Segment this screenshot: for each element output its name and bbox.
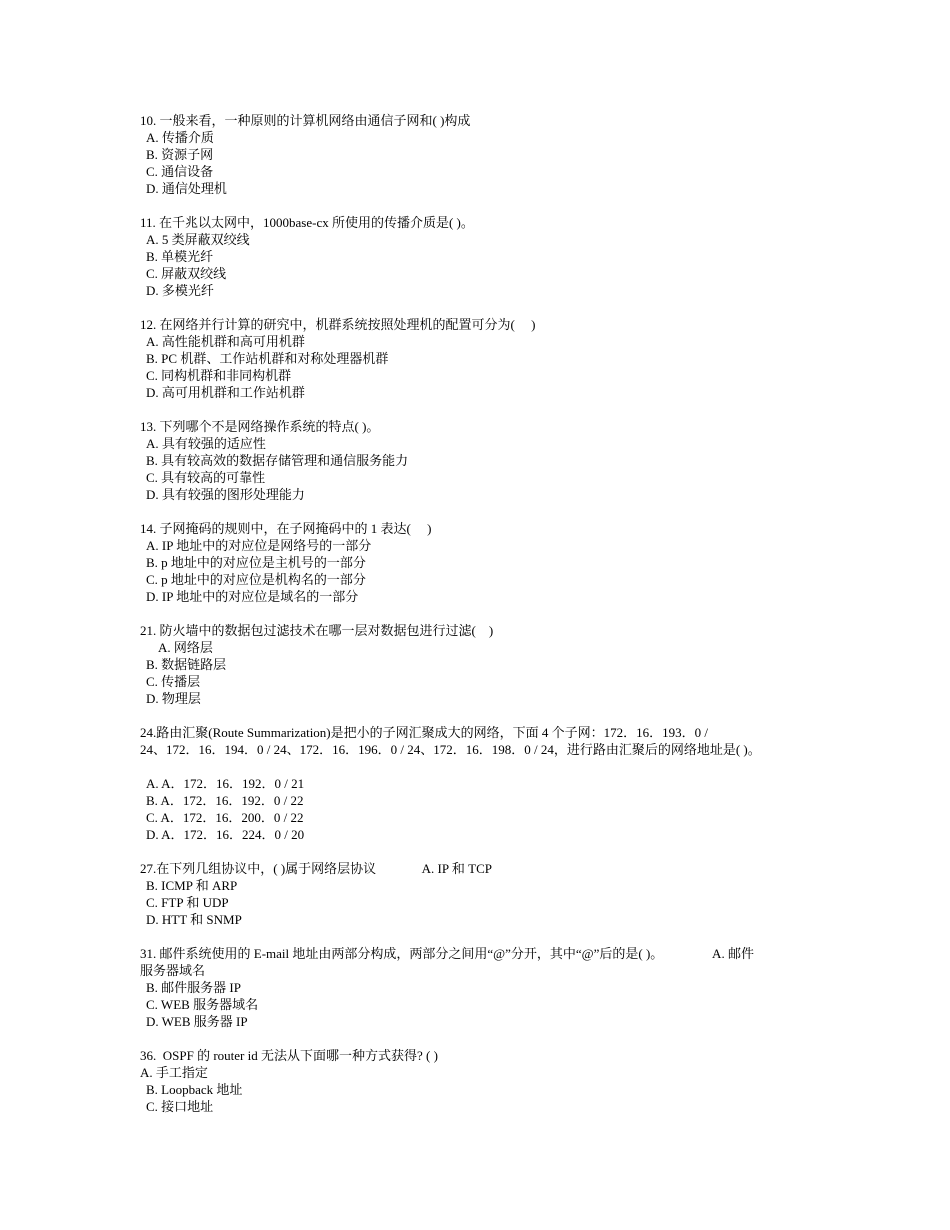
option-b: B. PC 机群、工作站机群和对称处理器机群 bbox=[146, 351, 389, 366]
question-11 bbox=[140, 214, 820, 299]
question-13 bbox=[140, 418, 820, 503]
question-27 bbox=[140, 860, 820, 928]
option-b: B. p 地址中的对应位是主机号的一部分 bbox=[146, 555, 366, 570]
question-stem: 12. 在网络并行计算的研究中，机群系统按照处理机的配置可分为( ) bbox=[140, 317, 536, 332]
option-c: C. A．172．16．200．0 / 22 bbox=[146, 810, 304, 825]
option-c: C. 通信设备 bbox=[146, 164, 214, 179]
option-a: A. 具有较强的适应性 bbox=[146, 436, 266, 451]
question-stem: 27.在下列几组协议中，( )属于网络层协议 A. IP 和 TCP bbox=[140, 861, 492, 876]
option-c: C. WEB 服务器域名 bbox=[146, 997, 259, 1012]
option-b: B. 单模光纤 bbox=[146, 249, 214, 264]
option-b: B. Loopback 地址 bbox=[146, 1082, 243, 1097]
question-21 bbox=[140, 622, 820, 707]
option-a: A. A．172．16．192．0 / 21 bbox=[146, 776, 305, 791]
option-b: B. ICMP 和 ARP bbox=[146, 878, 238, 893]
question-24 bbox=[140, 724, 820, 843]
question-stem-line-1: 24.路由汇聚(Route Summarization)是把小的子网汇聚成大的网络，下面 4 个子网：172．16．193．0 / bbox=[140, 725, 709, 740]
option-a: A. 网络层 bbox=[158, 640, 213, 655]
question-stem: 14. 子网掩码的规则中，在子网掩码中的 1 表达( ) bbox=[140, 521, 432, 536]
option-d: D. IP 地址中的对应位是域名的一部分 bbox=[146, 589, 359, 604]
option-c: C. 具有较高的可靠性 bbox=[146, 470, 266, 485]
question-12 bbox=[140, 316, 820, 401]
option-d: D. WEB 服务器 IP bbox=[146, 1014, 248, 1029]
question-stem-line-1: 31. 邮件系统使用的 E-mail 地址由两部分构成，两部分之间用“@”分开，其中“@”后的是( )。 A. 邮件 bbox=[140, 946, 754, 961]
document-page bbox=[140, 112, 820, 1132]
option-c: C. 接口地址 bbox=[146, 1099, 214, 1114]
question-31 bbox=[140, 945, 820, 1030]
option-b: B. 数据链路层 bbox=[146, 657, 227, 672]
option-a: A. IP 地址中的对应位是网络号的一部分 bbox=[146, 538, 372, 553]
option-c: C. p 地址中的对应位是机构名的一部分 bbox=[146, 572, 366, 587]
option-a: A. 手工指定 bbox=[140, 1065, 208, 1080]
question-10 bbox=[140, 112, 820, 197]
option-d: D. 具有较强的图形处理能力 bbox=[146, 487, 305, 502]
option-a: A. 高性能机群和高可用机群 bbox=[146, 334, 305, 349]
option-d: D. HTT 和 SNMP bbox=[146, 912, 242, 927]
question-36 bbox=[140, 1047, 820, 1115]
question-stem: 36. OSPF 的 router id 无法从下面哪一种方式获得? ( ) bbox=[140, 1048, 438, 1063]
question-stem: 13. 下列哪个不是网络操作系统的特点( )。 bbox=[140, 419, 380, 434]
option-d: D. 多模光纤 bbox=[146, 283, 214, 298]
question-stem-line-2: 24、172．16．194．0 / 24、172．16．196．0 / 24、172．16．198．0 / 24，进行路由汇聚后的网络地址是( )。 bbox=[140, 742, 761, 757]
option-b: B. 邮件服务器 IP bbox=[146, 980, 241, 995]
option-c: C. FTP 和 UDP bbox=[146, 895, 229, 910]
option-a: A. 5 类屏蔽双绞线 bbox=[146, 232, 250, 247]
blank-line bbox=[140, 758, 820, 775]
option-d: D. A．172．16．224．0 / 20 bbox=[146, 827, 305, 842]
option-b: B. 资源子网 bbox=[146, 147, 214, 162]
option-a: A. 传播介质 bbox=[146, 130, 214, 145]
option-c: C. 传播层 bbox=[146, 674, 201, 689]
question-stem: 10. 一般来看，一种原则的计算机网络由通信子网和( )构成 bbox=[140, 113, 471, 128]
question-stem: 11. 在千兆以太网中，1000base-cx 所使用的传播介质是( )。 bbox=[140, 215, 474, 230]
option-c: C. 同构机群和非同构机群 bbox=[146, 368, 292, 383]
option-c: C. 屏蔽双绞线 bbox=[146, 266, 227, 281]
option-d: D. 通信处理机 bbox=[146, 181, 227, 196]
option-d: D. 物理层 bbox=[146, 691, 201, 706]
question-stem: 21. 防火墙中的数据包过滤技术在哪一层对数据包进行过滤( ) bbox=[140, 623, 494, 638]
option-b: B. 具有较高效的数据存储管理和通信服务能力 bbox=[146, 453, 409, 468]
option-b: B. A．172．16．192．0 / 22 bbox=[146, 793, 304, 808]
question-stem-line-2: 服务器域名 bbox=[140, 963, 206, 978]
option-d: D. 高可用机群和工作站机群 bbox=[146, 385, 305, 400]
question-14 bbox=[140, 520, 820, 605]
